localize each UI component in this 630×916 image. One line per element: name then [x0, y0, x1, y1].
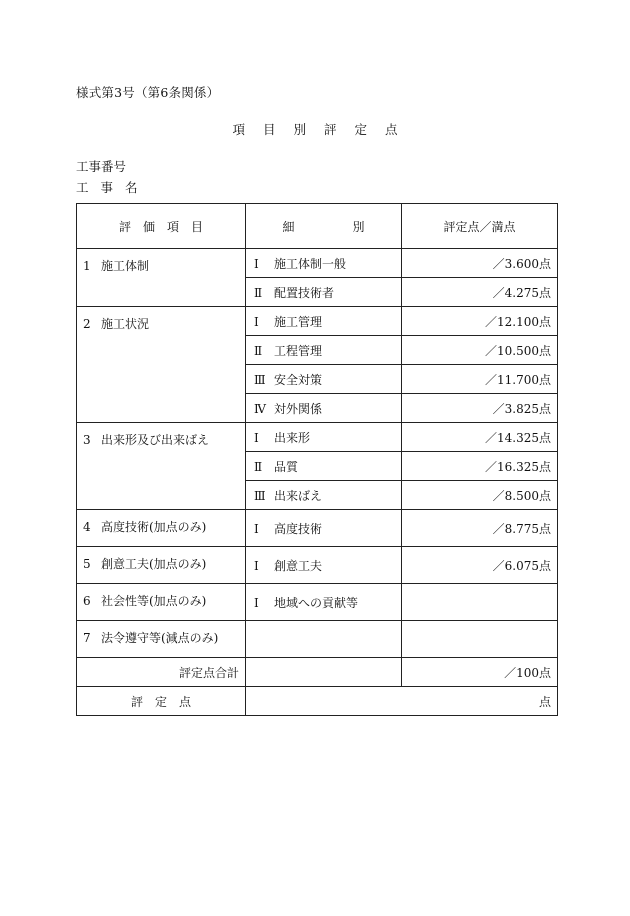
subitem-cell	[246, 307, 402, 336]
total-empty-cell	[246, 658, 402, 687]
subitem-cell	[246, 510, 402, 547]
subitem-roman: Ⅰ	[254, 256, 259, 271]
subitem-label: 創意工夫	[274, 558, 323, 573]
item-label: 創意工夫(加点のみ)	[101, 557, 207, 571]
item-number: 2	[83, 317, 91, 331]
subitem-cell	[246, 278, 402, 307]
score-cell: ／10.500点	[402, 336, 558, 365]
item-label: 高度技術(加点のみ)	[101, 520, 207, 534]
total-label: 評定点合計	[77, 658, 246, 687]
item-cell	[77, 547, 246, 584]
subitem-label: 施工体制一般	[274, 256, 347, 271]
subitem-label: 高度技術	[274, 521, 323, 536]
score-cell: ／8.500点	[402, 481, 558, 510]
item-label: 施工状況	[101, 317, 150, 331]
table-row	[77, 510, 558, 547]
header-char: 細	[282, 219, 295, 234]
table-row	[77, 307, 558, 336]
final-score: 点	[246, 687, 558, 716]
score-cell: ／8.775点	[402, 510, 558, 547]
subitem-roman: Ⅱ	[254, 459, 263, 474]
subitem-label: 対外関係	[274, 401, 323, 416]
evaluation-table	[76, 203, 558, 716]
table-row	[77, 547, 558, 584]
subitem-cell	[246, 481, 402, 510]
score-cell: ／6.075点	[402, 547, 558, 584]
subitem-label: 品質	[274, 459, 299, 474]
subitem-roman: Ⅳ	[254, 401, 266, 416]
subitem-cell	[246, 365, 402, 394]
item-cell	[77, 584, 246, 621]
header-char: 別	[352, 219, 365, 234]
item-cell	[77, 423, 246, 510]
header-char: 項	[167, 219, 180, 234]
document-title	[0, 120, 630, 138]
table-row	[77, 621, 558, 658]
header-detail	[246, 204, 402, 249]
final-row	[77, 687, 558, 716]
final-label-char: 評	[130, 694, 143, 709]
header-char: 評	[118, 219, 131, 234]
title-char: 点	[385, 122, 398, 137]
header-char: 価	[142, 219, 155, 234]
item-number: 4	[83, 520, 91, 534]
score-cell: ／14.325点	[402, 423, 558, 452]
subitem-label: 工程管理	[274, 343, 323, 358]
item-number: 1	[83, 259, 91, 273]
subitem-label: 配置技術者	[274, 285, 335, 300]
subitem-roman: Ⅱ	[254, 343, 263, 358]
item-number: 5	[83, 557, 91, 571]
title-char: 評	[324, 122, 337, 137]
subitem-roman: Ⅲ	[254, 372, 266, 387]
table-header-row	[77, 204, 558, 249]
subitem-cell	[246, 621, 402, 658]
item-cell	[77, 621, 246, 658]
subitem-label: 地域への貢献等	[274, 595, 359, 610]
item-label: 法令遵守等(減点のみ)	[101, 631, 219, 645]
subitem-cell	[246, 394, 402, 423]
subitem-roman: Ⅰ	[254, 558, 259, 573]
item-number: 6	[83, 594, 91, 608]
title-char: 定	[354, 122, 368, 137]
score-cell: ／3.600点	[402, 249, 558, 278]
score-cell: ／11.700点	[402, 365, 558, 394]
item-cell	[77, 307, 246, 423]
subitem-roman: Ⅱ	[254, 285, 263, 300]
final-label-char: 点	[179, 694, 192, 709]
subitem-cell	[246, 452, 402, 481]
item-label: 施工体制	[101, 259, 150, 273]
title-char: 別	[293, 122, 306, 137]
table-row	[77, 423, 558, 452]
subitem-cell	[246, 336, 402, 365]
score-cell: ／16.325点	[402, 452, 558, 481]
score-cell	[402, 621, 558, 658]
score-cell: ／3.825点	[402, 394, 558, 423]
subitem-roman: Ⅰ	[254, 595, 259, 610]
item-number: 3	[83, 433, 91, 447]
subitem-cell	[246, 547, 402, 584]
subitem-roman: Ⅰ	[254, 430, 259, 445]
total-score: ／100点	[402, 658, 558, 687]
subitem-label: 施工管理	[274, 314, 323, 329]
subitem-cell	[246, 584, 402, 621]
item-label: 社会性等(加点のみ)	[101, 594, 207, 608]
title-char: 項	[232, 122, 245, 137]
subitem-cell	[246, 249, 402, 278]
score-cell: ／12.100点	[402, 307, 558, 336]
subitem-cell	[246, 423, 402, 452]
construction-name-label: 工 事 名	[76, 180, 142, 195]
subitem-roman: Ⅰ	[254, 314, 259, 329]
header-char: 目	[191, 219, 204, 234]
score-cell	[402, 584, 558, 621]
subitem-roman: Ⅲ	[254, 488, 266, 503]
final-label	[77, 687, 246, 716]
total-row	[77, 658, 558, 687]
item-cell	[77, 249, 246, 307]
subitem-label: 出来ばえ	[274, 488, 323, 503]
subitem-label: 出来形	[274, 430, 311, 445]
subitem-label: 安全対策	[274, 372, 323, 387]
construction-number-label: 工事番号	[76, 159, 127, 174]
score-cell: ／4.275点	[402, 278, 558, 307]
title-char: 目	[262, 122, 276, 137]
item-number: 7	[83, 631, 91, 645]
header-evaluation-item	[77, 204, 246, 249]
form-number: 様式第3号（第6条関係）	[76, 85, 220, 100]
final-label-char: 定	[154, 694, 167, 709]
item-label: 出来形及び出来ばえ	[101, 433, 210, 447]
table-row	[77, 249, 558, 278]
table-row	[77, 584, 558, 621]
item-cell	[77, 510, 246, 547]
subitem-roman: Ⅰ	[254, 521, 259, 536]
header-score: 評定点／満点	[402, 204, 558, 249]
